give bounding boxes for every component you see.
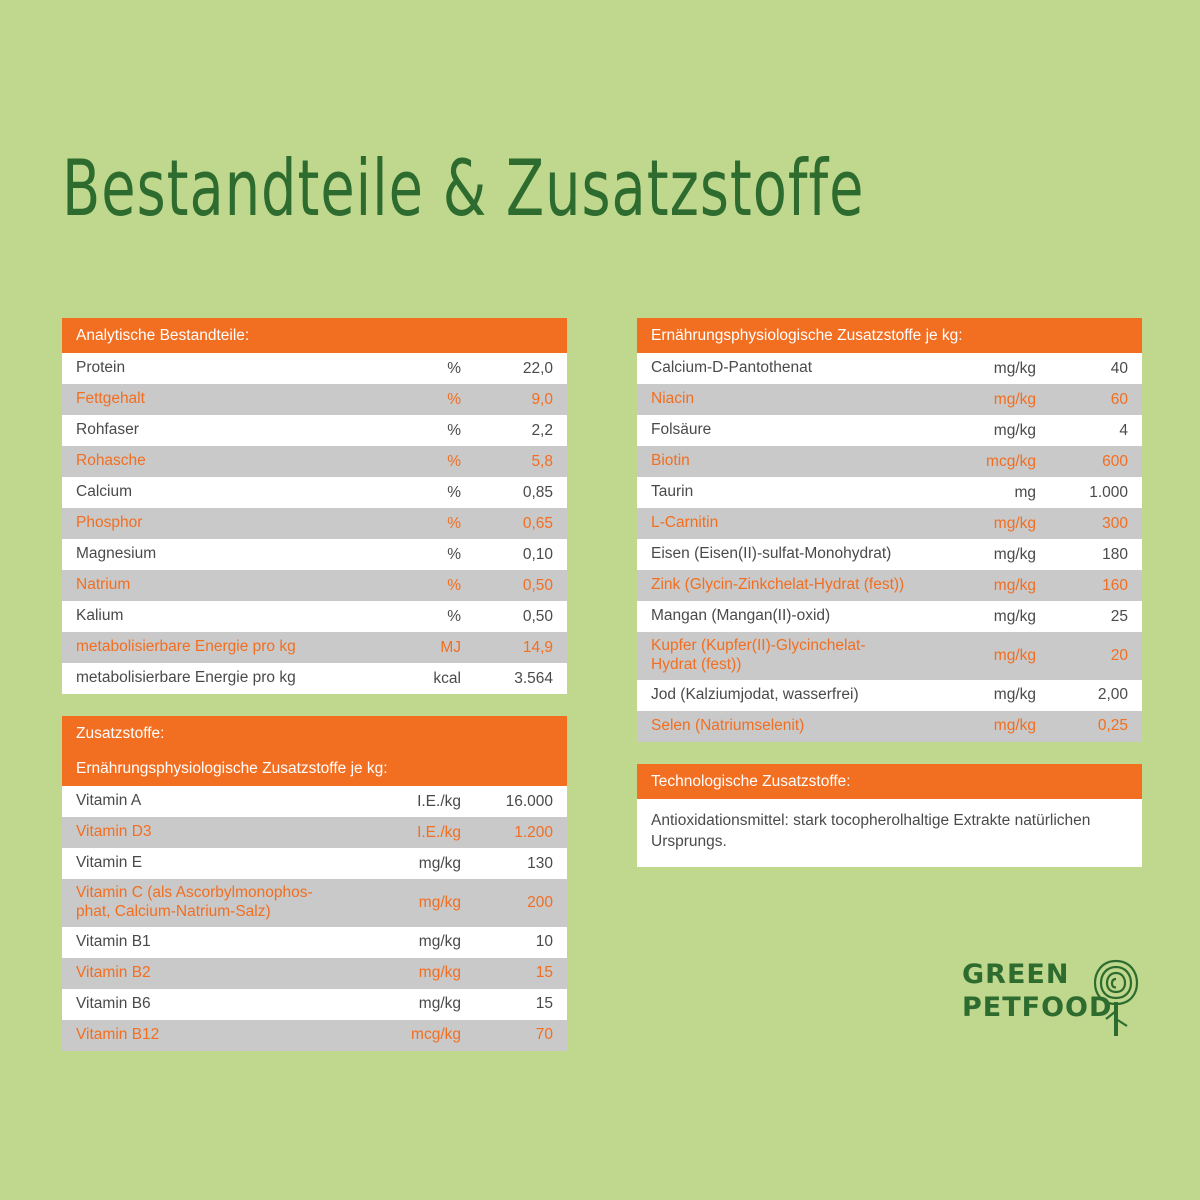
row-label: Mangan (Mangan(II)-oxid): [651, 607, 831, 625]
row-unit: %: [447, 607, 461, 625]
row-label: Vitamin E: [76, 854, 143, 872]
row-value: 0,65: [522, 514, 553, 532]
row-label: Eisen (Eisen(II)-sulfat-Monohydrat): [651, 545, 892, 563]
table-row: [62, 446, 567, 477]
row-unit: mg/kg: [993, 607, 1036, 625]
row-unit: MJ: [440, 638, 461, 656]
row-label: Vitamin B2: [76, 964, 151, 981]
row-value: 2,00: [1097, 686, 1128, 704]
row-unit: mg/kg: [993, 646, 1036, 664]
row-label: Jod (Kalziumjodat, wasserfrei): [651, 685, 859, 703]
row-unit: %: [447, 545, 461, 563]
row-value: 25: [1110, 607, 1128, 625]
row-unit: mg: [1014, 483, 1036, 501]
analytical-components-header: Analytische Bestandteile:: [62, 318, 567, 353]
row-value: 15: [535, 995, 553, 1013]
row-label: Vitamin B1: [76, 933, 151, 950]
row-label: Taurin: [651, 483, 694, 501]
additives-rows: [62, 786, 567, 1051]
row-value: 14,9: [522, 638, 553, 656]
table-row: [637, 570, 1142, 601]
row-value: 300: [1102, 514, 1128, 532]
row-label: Kupfer (Kupfer(II)-Glycinchelat- Hydrat (fest)): [651, 637, 866, 673]
analytical-rows: [62, 353, 567, 694]
row-value: 2,2: [531, 421, 553, 439]
row-unit: %: [447, 359, 461, 377]
page-title: Bestandteile & Zusatzstoffe: [62, 142, 865, 234]
table-row: [62, 415, 567, 446]
row-label: Calcium: [76, 483, 132, 501]
technological-additives-block: [637, 764, 1142, 867]
row-unit: mg/kg: [418, 854, 461, 872]
row-unit: mcg/kg: [986, 452, 1036, 470]
table-row: [637, 601, 1142, 632]
row-label: Biotin: [651, 452, 690, 470]
row-value: 22,0: [522, 359, 553, 377]
row-value: 130: [527, 854, 553, 872]
table-row: [637, 353, 1142, 384]
row-label: Rohfaser: [76, 421, 139, 439]
row-unit: mg/kg: [993, 390, 1036, 408]
brand-logo: [962, 955, 1142, 1045]
row-unit: mg/kg: [993, 514, 1036, 532]
nutritional-rows: [637, 353, 1142, 742]
row-label: L-Carnitin: [651, 514, 719, 532]
row-unit: mg/kg: [993, 717, 1036, 735]
row-value: 0,50: [522, 576, 553, 594]
row-value: 0,85: [522, 483, 553, 501]
row-label: metabolisierbare Energie pro kg: [76, 638, 296, 656]
table-row: [637, 680, 1142, 711]
row-unit: %: [447, 514, 461, 532]
table-row: [637, 415, 1142, 446]
row-label: Rohasche: [76, 452, 146, 470]
table-row: [637, 446, 1142, 477]
table-row: [62, 539, 567, 570]
row-unit: kcal: [433, 669, 461, 687]
row-label: Vitamin D3: [76, 823, 152, 841]
row-unit: %: [447, 390, 461, 408]
nutritional-additives-table: [637, 318, 1142, 742]
row-label: Calcium-D-Pantothenat: [651, 359, 813, 377]
spacer: [62, 694, 567, 716]
row-value: 40: [1110, 359, 1128, 377]
row-unit: mg/kg: [993, 545, 1036, 563]
table-row: [637, 384, 1142, 415]
row-value: 3.564: [514, 669, 553, 687]
row-unit: I.E./kg: [417, 823, 461, 841]
additives-subheader: Ernährungsphysiologische Zusatzstoffe je kg:: [62, 751, 567, 786]
technological-additives-note: Antioxidationsmittel: stark tocopherolhaltige Extrakte natürlichen Ursprungs.: [637, 799, 1142, 867]
row-value: 5,8: [531, 452, 553, 470]
table-row: [62, 632, 567, 663]
table-row: [62, 663, 567, 694]
row-unit: mcg/kg: [411, 1026, 461, 1044]
table-row: [637, 711, 1142, 742]
row-label: Niacin: [651, 390, 695, 408]
row-value: 20: [1110, 646, 1128, 664]
technological-additives-header: Technologische Zusatzstoffe:: [637, 764, 1142, 799]
row-unit: mg/kg: [418, 964, 461, 982]
row-value: 1.200: [514, 823, 553, 841]
row-value: 70: [535, 1026, 553, 1044]
additives-header: Zusatzstoffe:: [62, 716, 567, 751]
row-label: Zink (Glycin-Zinkchelat-Hydrat (fest)): [651, 576, 905, 594]
row-unit: %: [447, 452, 461, 470]
table-row: [62, 786, 567, 817]
row-value: 160: [1102, 576, 1128, 594]
row-unit: mg/kg: [993, 686, 1036, 704]
row-unit: %: [447, 421, 461, 439]
row-value: 1.000: [1089, 483, 1128, 501]
row-value: 0,10: [522, 545, 553, 563]
row-unit: mg/kg: [993, 421, 1036, 439]
table-row: [62, 817, 567, 848]
table-row: [62, 927, 567, 958]
table-row: [637, 508, 1142, 539]
row-label: Phosphor: [76, 514, 143, 532]
row-value: 600: [1102, 452, 1128, 470]
table-row: [62, 848, 567, 879]
table-row: [62, 477, 567, 508]
left-column: [62, 318, 567, 1051]
table-row: [62, 508, 567, 539]
tree-icon: [1090, 955, 1142, 1046]
table-row: [62, 879, 567, 927]
analytical-components-table: [62, 318, 567, 694]
spacer: [637, 742, 1142, 764]
row-value: 15: [535, 964, 553, 982]
table-row: [637, 539, 1142, 570]
row-unit: %: [447, 576, 461, 594]
table-row: [637, 477, 1142, 508]
row-value: 60: [1110, 390, 1128, 408]
right-column: [637, 318, 1142, 867]
row-value: 180: [1102, 545, 1128, 563]
additives-table: [62, 716, 567, 1051]
row-value: 200: [527, 894, 553, 912]
brand-logo-line1: GREEN: [962, 959, 1070, 990]
row-label: Protein: [76, 359, 126, 377]
table-row: [62, 1020, 567, 1051]
row-label: Kalium: [76, 607, 124, 625]
row-label: Folsäure: [651, 421, 712, 439]
table-row: [62, 384, 567, 415]
row-unit: mg/kg: [418, 933, 461, 951]
row-value: 4: [1119, 421, 1128, 439]
table-row: [62, 958, 567, 989]
row-unit: mg/kg: [993, 359, 1036, 377]
nutritional-additives-header: Ernährungsphysiologische Zusatzstoffe je kg:: [637, 318, 1142, 353]
row-unit: I.E./kg: [417, 792, 461, 810]
row-label: Fettgehalt: [76, 390, 145, 408]
row-value: 0,50: [522, 607, 553, 625]
row-unit: mg/kg: [993, 576, 1036, 594]
table-row: [62, 989, 567, 1020]
row-label: Vitamin A: [76, 792, 142, 810]
row-label: Vitamin B6: [76, 995, 151, 1012]
table-row: [62, 353, 567, 384]
row-label: Selen (Natriumselenit): [651, 716, 805, 734]
row-label: Natrium: [76, 576, 131, 594]
table-row: [62, 601, 567, 632]
row-value: 0,25: [1097, 717, 1128, 735]
row-label: Vitamin B12: [76, 1026, 160, 1043]
brand-logo-line2: PETFOOD: [962, 991, 1113, 1023]
row-unit: %: [447, 483, 461, 501]
table-row: [62, 570, 567, 601]
row-value: 16.000: [505, 792, 553, 810]
row-label: Vitamin C (als Ascorbylmonophos- phat, Calcium-Natrium-Salz): [76, 884, 313, 921]
row-value: 10: [535, 933, 553, 951]
row-label: metabolisierbare Energie pro kg: [76, 669, 296, 687]
row-unit: mg/kg: [418, 995, 461, 1013]
row-label: Magnesium: [76, 545, 157, 563]
row-unit: mg/kg: [418, 894, 461, 912]
row-value: 9,0: [531, 390, 553, 408]
table-row: [637, 632, 1142, 680]
